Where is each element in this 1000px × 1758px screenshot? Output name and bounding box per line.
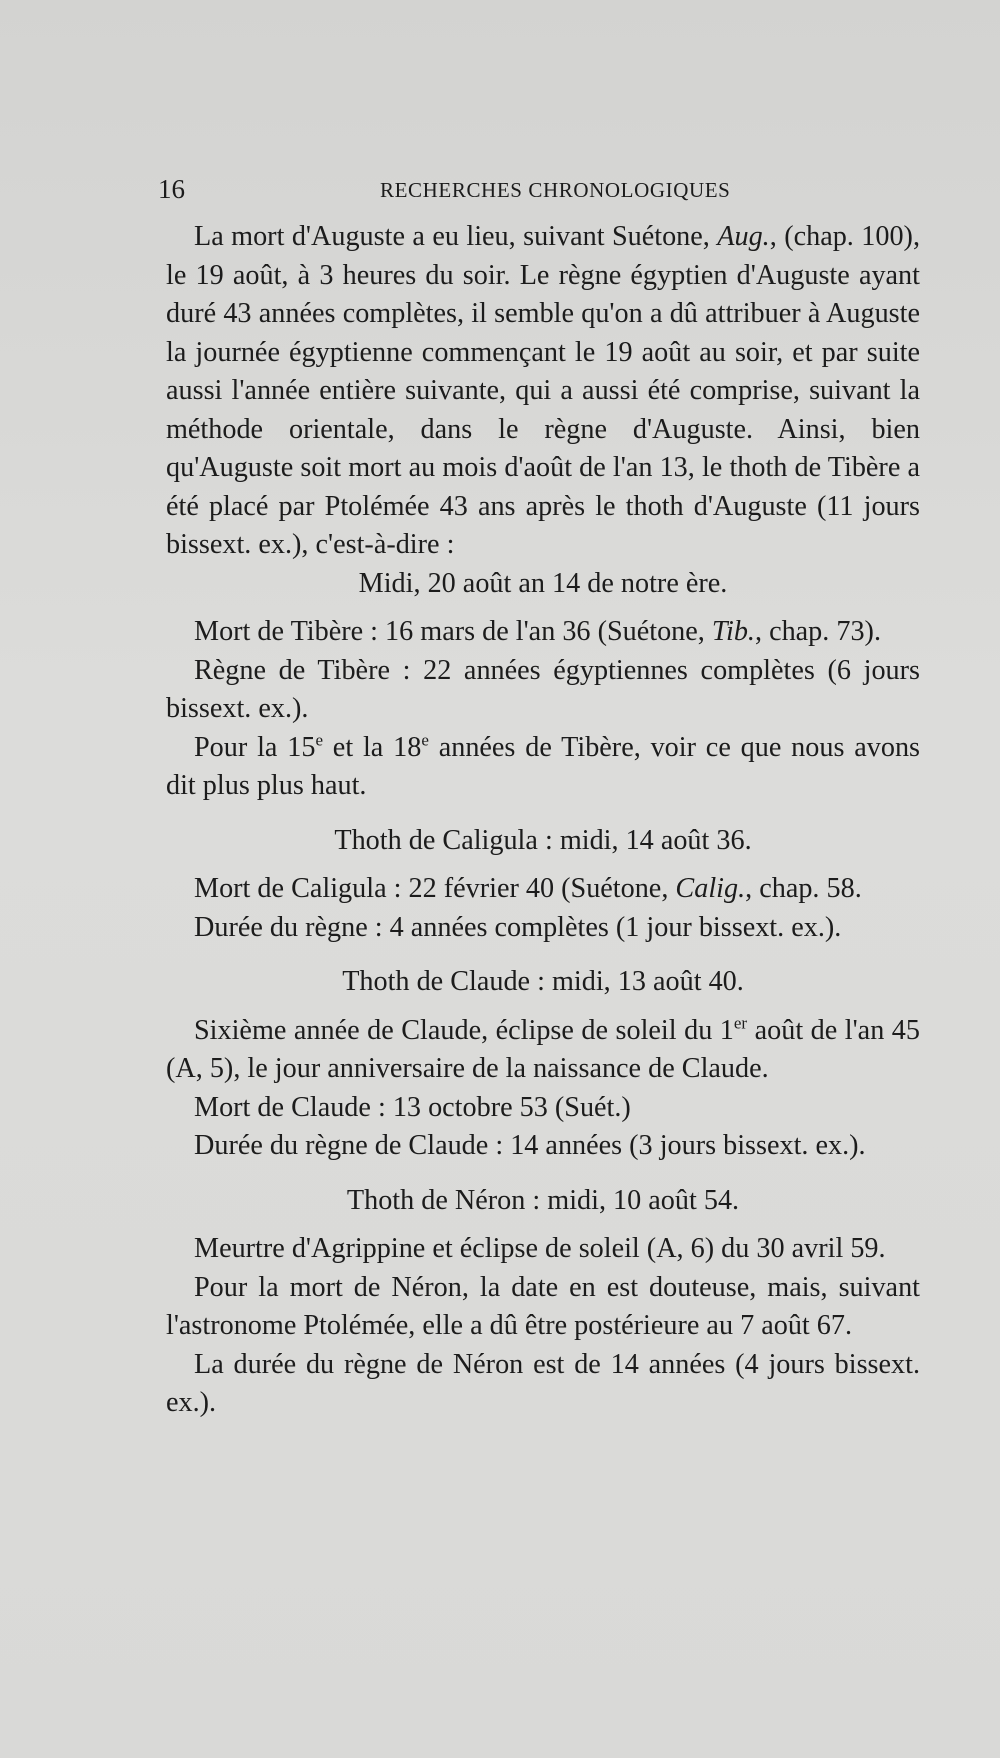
paragraph-meurtre-agrippine: Meurtre d'Agrippine et éclipse de soleil (A, 6) du 30 avril 59. [194,1233,886,1264]
text-run: , chap. 58. [745,873,862,904]
text-run: , chap. 73). [754,616,881,647]
italic-ref: Aug. [717,221,770,252]
text-run: août de l'an 45 (A, 5), le jour anniversaire de la naissance de Claude. [166,1014,920,1084]
page-number: 16 [158,174,185,204]
centered-thoth-caligula: Thoth de Caligula : midi, 14 août 36. [334,824,752,856]
text-run: et la 18 [322,731,422,763]
italic-ref: Calig. [675,873,746,904]
paragraph-duree-caligula: Durée du règne : 4 années complètes (1 jour bissext. ex.). [194,911,842,943]
page-header [158,174,918,210]
paragraph-mort-neron: Pour la mort de Néron, la date en est douteuse, mais, suivant l'astronome Ptolémée, elle a dû être postérieure au 7 août 67. [166,1271,920,1341]
text-run: Mort de Caligula : 22 février 40 (Suétone, [194,873,676,904]
paragraph-duree-neron: La durée du règne de Néron est de 14 années (4 jours bissext. ex.). [166,1348,920,1418]
text-run: Mort de Tibère : 16 mars de l'an 36 (Suétone, [194,616,712,647]
superscript: er [733,1013,748,1033]
centered-thoth-neron: Thoth de Néron : midi, 10 août 54. [346,1184,740,1216]
text-run: années de Tibère, voir ce que nous avons dit plus plus haut. [166,731,921,801]
italic-ref: Tib. [711,616,755,647]
paragraph-duree-claude: Durée du règne de Claude : 14 années (3 jours bissext. ex.). [194,1130,866,1161]
body-text [166,218,920,1423]
paragraph-regne-tibere: Règne de Tibère : 22 années égyptiennes complètes (6 jours bissext. ex.). [166,654,920,724]
paragraph-sixieme-annee [166,1012,920,1089]
text-run: Sixième année de Claude, éclipse de soleil du 1 [194,1014,734,1046]
paragraph-mort-caligula [166,870,920,909]
paragraph-mort-claude: Mort de Claude : 13 octobre 53 (Suét.) [194,1091,631,1123]
centered-date-tibere: Midi, 20 août an 14 de notre ère. [358,567,728,599]
centered-thoth-claude: Thoth de Claude : midi, 13 août 40. [342,966,744,997]
text-run: La mort d'Auguste a eu lieu, suivant Suétone, [194,221,718,252]
text-run: Pour la 15 [194,731,316,763]
paragraph-annees-tibere [166,729,920,806]
paragraph-mort-auguste [166,218,920,565]
superscript: e [315,730,323,750]
text-run: , (chap. 100), le 19 août, à 3 heures du soir. Le règne égyptien d'Auguste ayant duré 43 années complètes, il semble qu'on a dû attribuer à Auguste la journée égyptienne commençant le 19 août au soir, et par suite aussi l'année entière suivante, qui a aussi été comprise, suivant la méthode orientale, dans le règne d'Auguste. Ainsi, bien qu'Auguste soit mort au mois d'août de l'an 13, le thoth de Tibère a été placé par Ptolémée 43 ans après le thoth d'Auguste (11 jours bissext. ex.), c'est-à-dire : [166,221,920,560]
running-title: RECHERCHES CHRONOLOGIQUES [380,178,731,202]
paragraph-mort-tibere [166,613,920,652]
superscript: e [421,730,429,750]
